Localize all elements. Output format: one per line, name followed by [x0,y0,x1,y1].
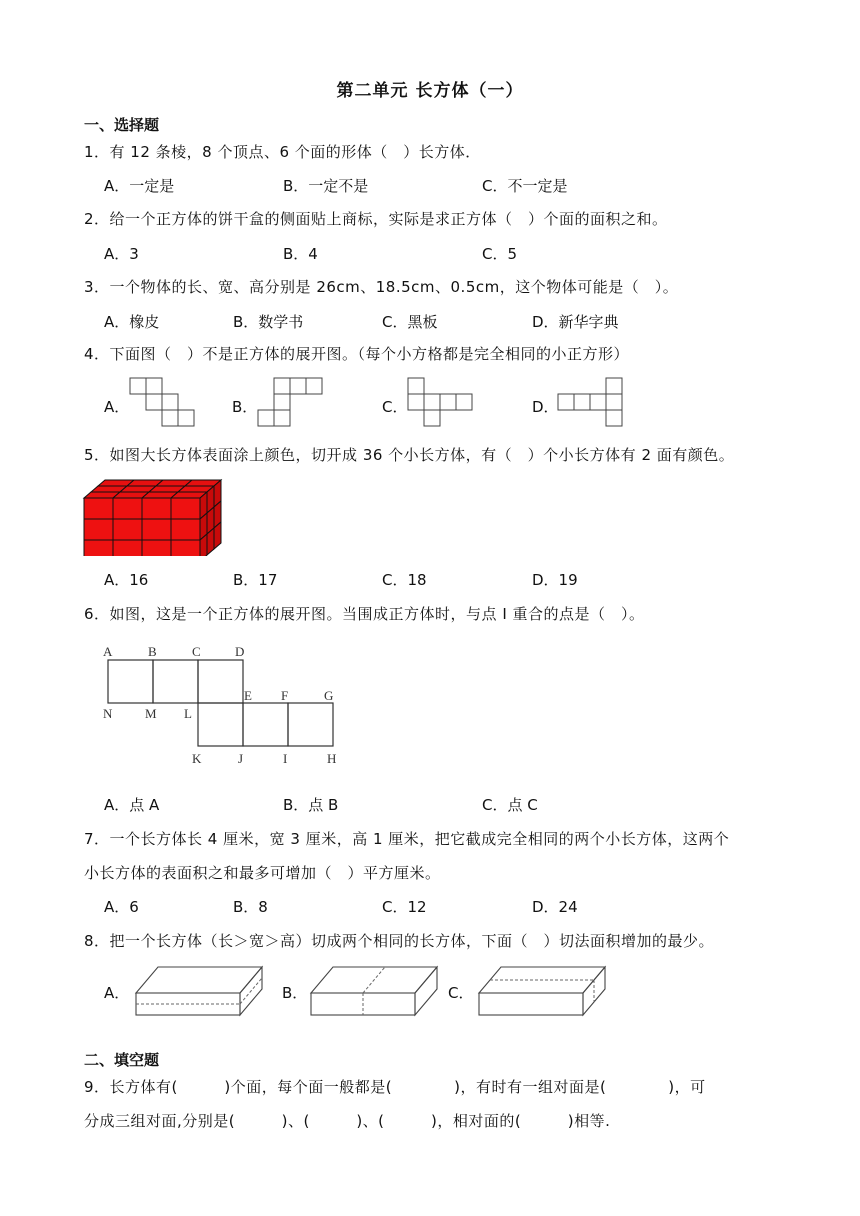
question-8: 8．把一个长方体（长＞宽＞高）切成两个相同的长方体，下面（ ）切法面积增加的最少。 [84,932,715,950]
q7-option-b[interactable]: B．8 [233,898,268,916]
q6-option-c[interactable]: C．点 C [482,796,538,814]
q1-option-b[interactable]: B．一定不是 [283,177,369,195]
net-label-i: I [283,751,288,766]
q7-option-a[interactable]: A．6 [104,898,139,916]
question-4: 4．下面图（ ）不是正方体的展开图。（每个小方格都是完全相同的小正方形） [84,345,630,363]
q4-option-a[interactable]: A． [104,398,130,416]
q3-option-c[interactable]: C．黑板 [382,313,438,331]
q7-option-d[interactable]: D．24 [532,898,578,916]
net-label-d: D [235,644,245,659]
q1-option-c[interactable]: C．不一定是 [482,177,568,195]
net-label-b: B [148,644,157,659]
q5-option-c[interactable]: C．18 [382,571,427,589]
q8-option-a[interactable]: A． [104,984,130,1002]
q3-option-a[interactable]: A．橡皮 [104,313,160,331]
q7-option-c[interactable]: C．12 [382,898,427,916]
q5-option-a[interactable]: A．16 [104,571,149,589]
net-label-m: M [145,706,157,721]
q6-option-b[interactable]: B．点 B [283,796,339,814]
q8-cut-c-figure [473,963,613,1019]
question-2: 2．给一个正方体的饼干盒的侧面贴上商标，实际是求正方体（ ）个面的面积之和。 [84,210,668,228]
section-heading-fill: 二、填空题 [84,1051,160,1069]
net-label-g: G [324,688,334,703]
net-label-h: H [327,751,337,766]
net-label-n: N [103,706,113,721]
q5-painted-cuboid-figure [82,478,237,556]
q8-cut-b-figure [305,963,445,1019]
q3-option-b[interactable]: B．数学书 [233,313,304,331]
q4-net-c-figure [405,375,480,430]
question-7-line-1: 7．一个长方体长 4 厘米，宽 3 厘米，高 1 厘米，把它截成完全相同的两个小长方体，这两个 [84,830,730,848]
net-label-j: J [238,751,244,766]
page-title: 第二单元 长方体（一） [336,81,524,101]
question-5: 5．如图大长方体表面涂上颜色，切开成 36 个小长方体，有（ ）个小长方体有 2 面有颜色。 [84,446,735,464]
q1-option-a[interactable]: A．一定是 [104,177,175,195]
q4-option-c[interactable]: C． [382,398,408,416]
q4-option-d[interactable]: D． [532,398,559,416]
net-label-a: A [103,644,113,659]
q4-net-b-figure [255,375,325,430]
q4-option-b[interactable]: B． [232,398,258,416]
q8-option-b[interactable]: B． [282,984,308,1002]
net-label-k: K [192,751,202,766]
q5-option-b[interactable]: B．17 [233,571,278,589]
net-label-e: E [244,688,252,703]
question-3: 3．一个物体的长、宽、高分别是 26cm、18.5cm、0.5cm，这个物体可能是（ ）。 [84,278,679,296]
section-heading-choice: 一、选择题 [84,116,160,134]
question-9-line-1: 9．长方体有( )个面，每个面一般都是( )，有时有一组对面是( )，可 [84,1078,706,1096]
net-label-l: L [184,706,192,721]
q6-cube-net-figure [98,640,348,772]
question-6: 6．如图，这是一个正方体的展开图。当围成正方体时，与点 I 重合的点是（ ）。 [84,605,645,623]
question-1: 1．有 12 条棱，8 个顶点、6 个面的形体（ ）长方体． [84,143,481,161]
net-label-f: F [281,688,289,703]
q8-cut-a-figure [130,963,270,1019]
q2-option-c[interactable]: C．5 [482,245,518,263]
q3-option-d[interactable]: D．新华字典 [532,313,619,331]
q5-option-d[interactable]: D．19 [532,571,578,589]
q4-net-a-figure [125,375,195,430]
net-label-c: C [192,644,201,659]
q8-option-c[interactable]: C． [448,984,474,1002]
q2-option-a[interactable]: A．3 [104,245,139,263]
q2-option-b[interactable]: B．4 [283,245,318,263]
question-9-line-2: 分成三组对面,分别是( )、( )、( )，相对面的( )相等. [84,1112,611,1130]
q6-option-a[interactable]: A．点 A [104,796,160,814]
q4-net-d-figure [555,375,630,430]
question-7-line-2: 小长方体的表面积之和最多可增加（ ）平方厘米。 [84,864,441,882]
